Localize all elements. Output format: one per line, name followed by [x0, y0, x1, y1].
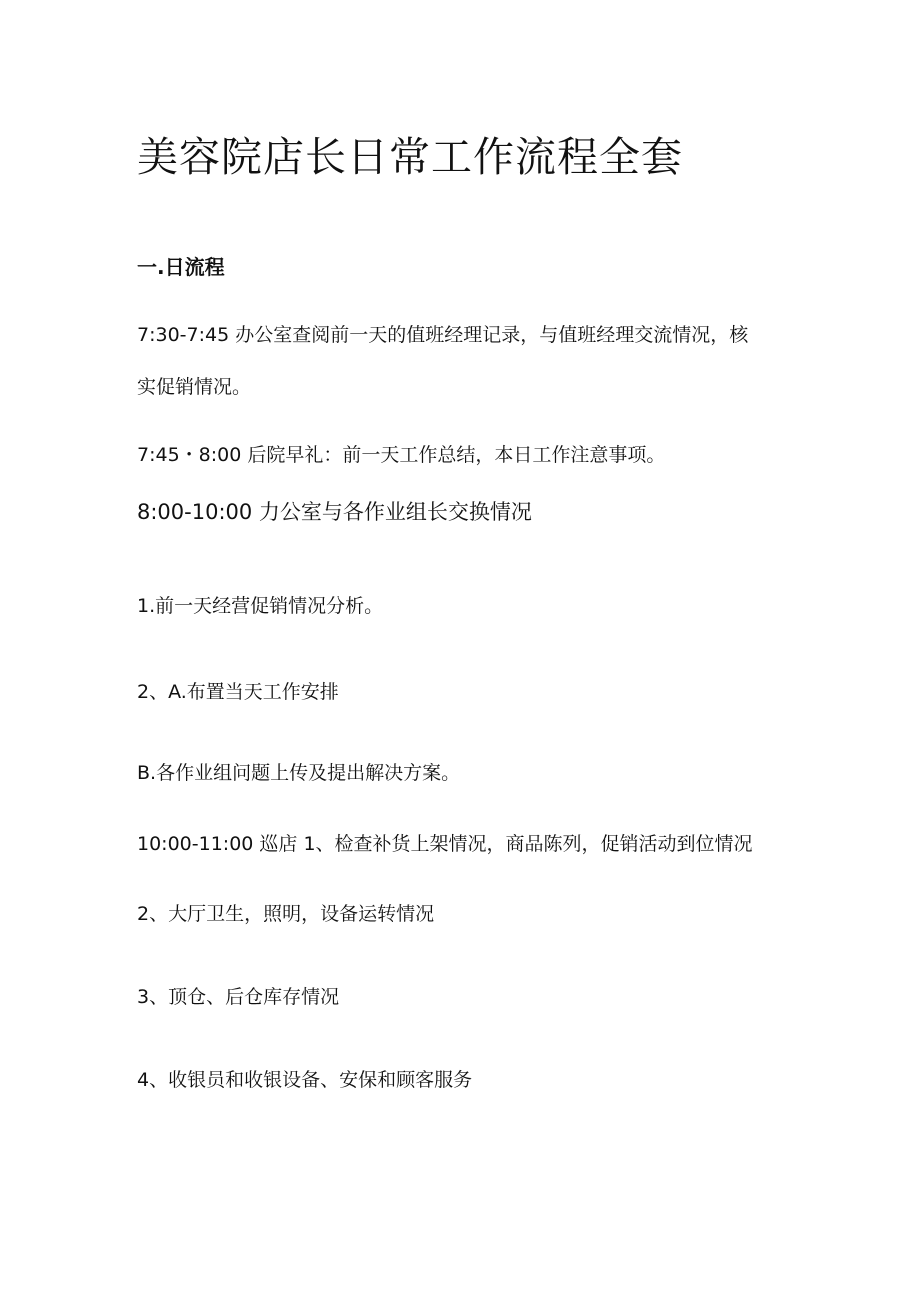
list-item: 2、A.布置当天工作安排 — [137, 681, 339, 703]
list-item: B.各作业组问题上传及提出解决方案。 — [137, 762, 461, 784]
schedule-line: 7:30-7:45 办公室查阅前一天的值班经理记录，与值班经理交流情况，核 — [137, 324, 749, 346]
schedule-line: 实促销情况。 — [137, 376, 252, 398]
schedule-line: 10:00-11:00 巡店 1、检查补货上架情况，商品陈列，促销活动到位情况 — [137, 833, 753, 855]
section-heading: 一.日流程 — [137, 255, 225, 279]
list-item: 4、收银员和收银设备、安保和顾客服务 — [137, 1069, 473, 1091]
document-title: 美容院店长日常工作流程全套 — [137, 133, 683, 181]
list-item: 3、顶仓、后仓库存情况 — [137, 986, 340, 1008]
list-item: 1.前一天经营促销情况分析。 — [137, 595, 384, 617]
list-item: 2、大厅卫生，照明，设备运转情况 — [137, 903, 435, 925]
schedule-line: 7:45・8:00 后院早礼：前一天工作总结，本日工作注意事项。 — [137, 444, 666, 466]
schedule-line: 8:00-10:00 力公室与各作业组长交换情况 — [137, 500, 532, 524]
